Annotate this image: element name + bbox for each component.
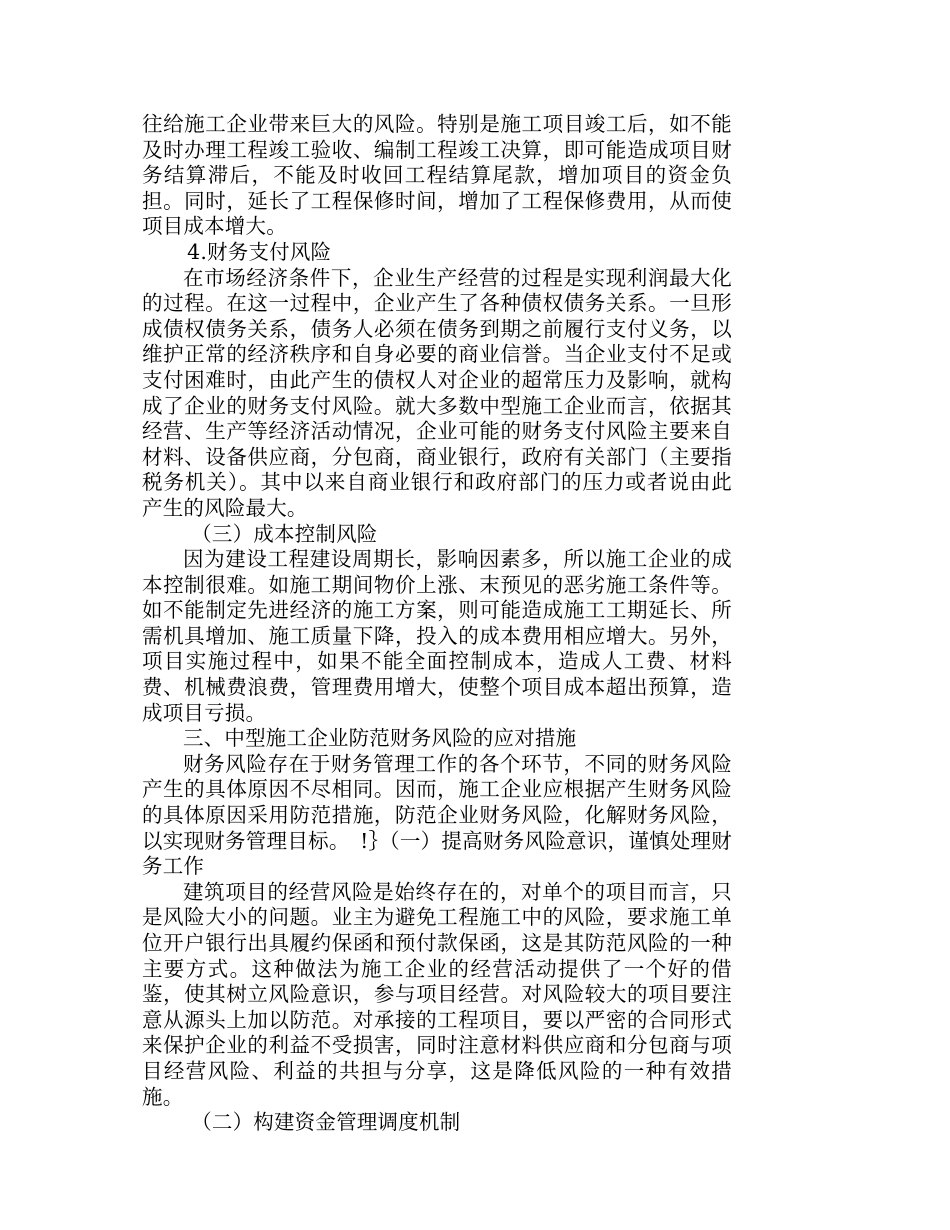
paragraph-continuation: 往给施工企业带来巨大的风险。特别是施工项目竣工后，如不能及时办理工程竣工验收、编制工程竣工决算，即可能造成项目财务结算滞后，不能及时收回工程结算尾款，增加项目的资金负担。同时，延长了工程保修时间，增加了工程保修费用，从而使项目成本增大。 [142,112,732,239]
document-body [142,112,732,1136]
paragraph-risk-awareness: 建筑项目的经营风险是始终存在的，对单个的项目而言，只是风险大小的问题。业主为避免工程施工中的风险，要求施工单位开户银行出具履约保函和预付款保函，这是其防范风险的一种主要方式。这种做法为施工企业的经营活动提供了一个好的借鉴，使其树立风险意识，参与项目经营。对风险较大的项目要注意从源头上加以防范。对承接的工程项目，要以严密的合同形式来保护企业的利益不受损害，同时注意材料供应商和分包商与项目经营风险、利益的共担与分享，这是降低风险的一种有效措施。 [142,879,732,1109]
paragraph-cost-control: 因为建设工程建设周期长，影响因素多，所以施工企业的成本控制很难。如施工期间物价上涨、末预见的恶劣施工条件等。如不能制定先进经济的施工方案，则可能造成施工工期延长、所需机具增加、施工质量下降，投入的成本费用相应增大。另外，项目实施过程中，如果不能全面控制成本，造成人工费、材料费、机械费浪费，管理费用增大，使整个项目成本超出预算，造成项目亏损。 [142,547,732,725]
section-heading-financial-payment-risk: 4.财务支付风险 [187,239,332,264]
section-heading-countermeasures: 三、中型施工企业防范财务风险的应对措施 [183,726,577,751]
section-heading-cost-control-risk: （三）成本控制风险 [191,521,378,546]
paragraph-payment-risk: 在市场经济条件下，企业生产经营的过程是实现利润最大化的过程。在这一过程中，企业产生了各种债权债务关系。一旦形成债权债务关系，债务人必须在债务到期之前履行支付义务，以维护正常的经济秩序和自身必要的商业信誉。当企业支付不足或支付困难时，由此产生的债权人对企业的超常压力及影响，就构成了企业的财务支付风险。就大多数中型施工企业而言，依据其经营、生产等经济活动情况，企业可能的财务支付风险主要来自材料、设备供应商，分包商，商业银行，政府有关部门（主要指税务机关）。其中以来自商业银行和政府部门的压力或者说由此产生的风险最大。 [142,265,732,520]
paragraph-countermeasures-intro: 财务风险存在于财务管理工作的各个环节，不同的财务风险产生的具体原因不尽相同。因而，施工企业应根据产生财务风险的具体原因采用防范措施，防范企业财务风险，化解财务风险，以实现财务管理目标。 !｝（一）提高财务风险意识，谨慎处理财务工作 [142,751,732,879]
section-heading-fund-management: （二）构建资金管理调度机制 [191,1110,461,1135]
